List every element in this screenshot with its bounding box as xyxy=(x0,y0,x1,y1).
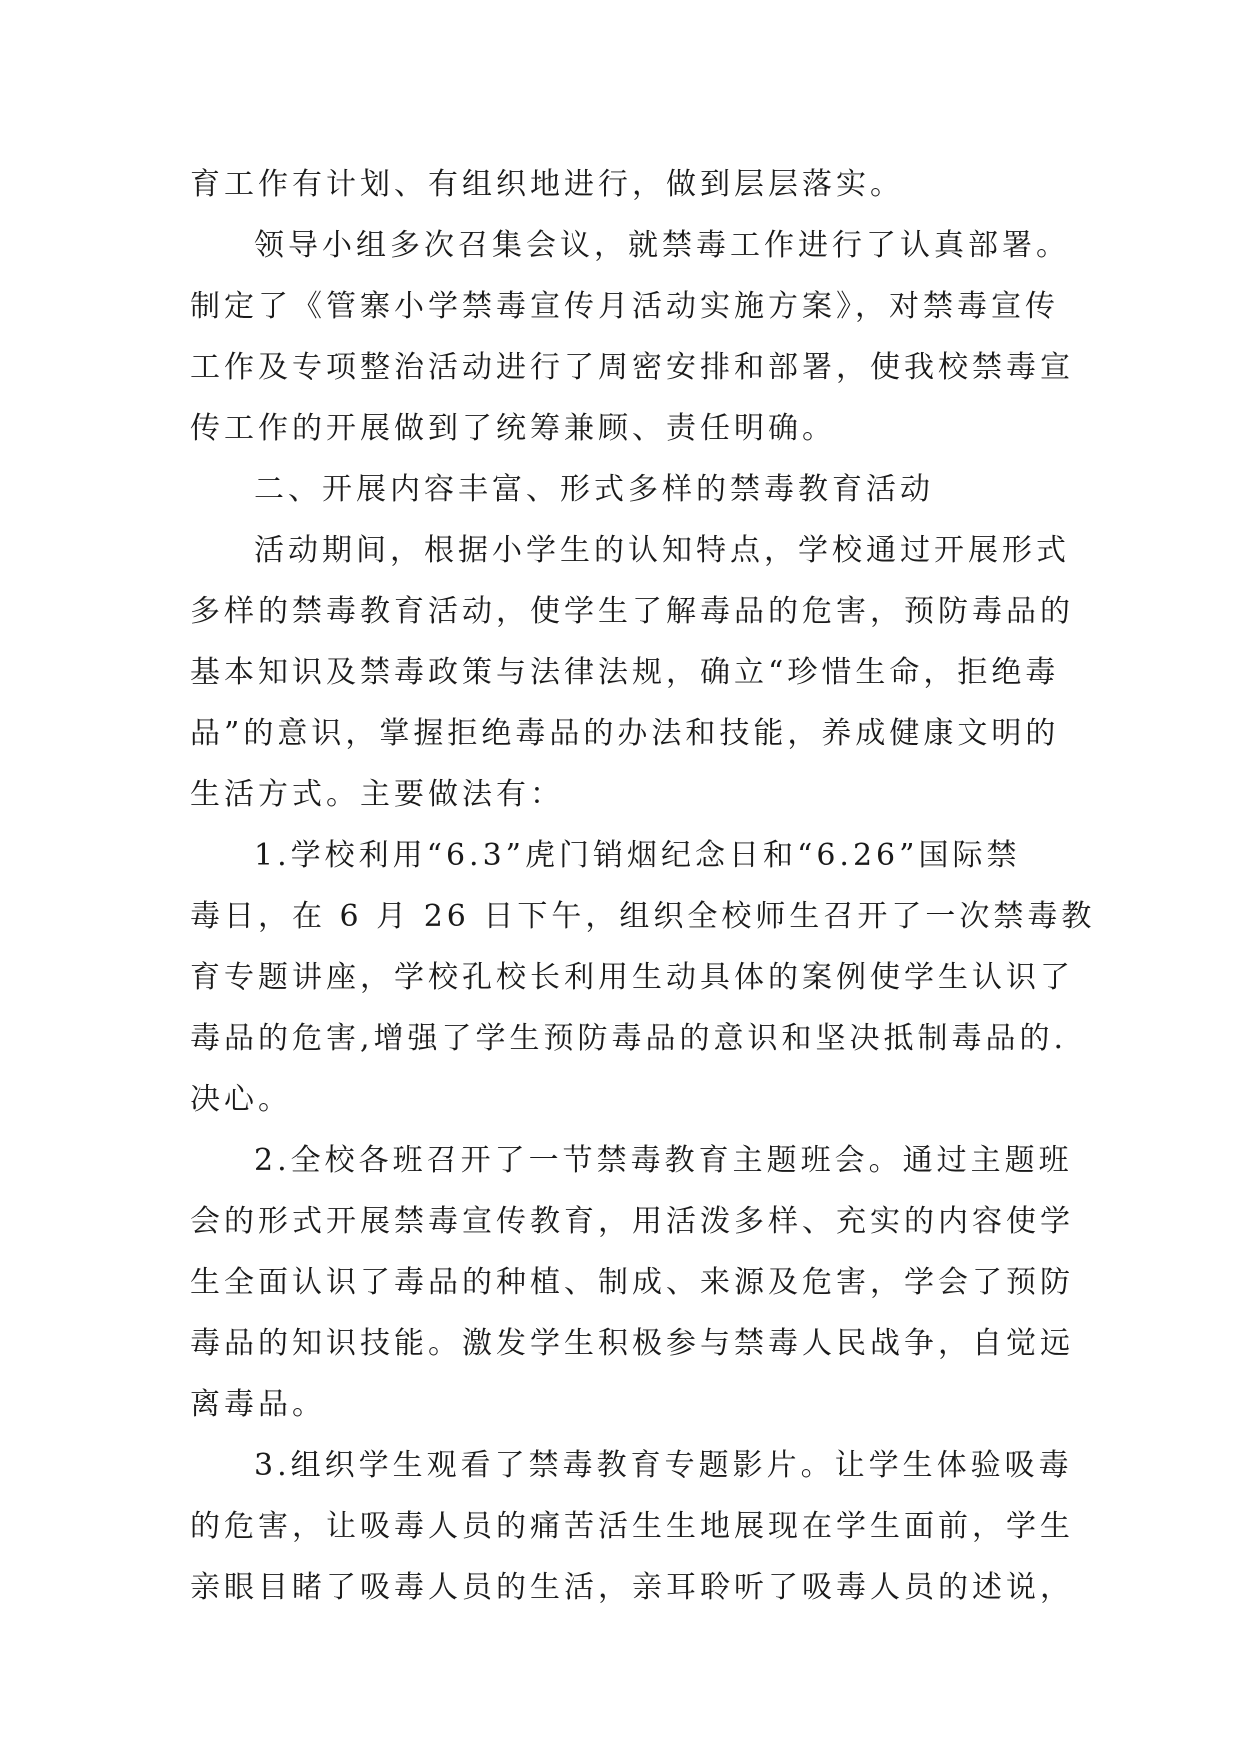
text-line: 传工作的开展做到了统筹兼顾、责任明确。 xyxy=(190,411,836,446)
text-line: 领导小组多次召集会议，就禁毒工作进行了认真部署。 xyxy=(254,228,1070,263)
text-line: 毒品的危害,增强了学生预防毒品的意识和坚决抵制毒品的. xyxy=(190,1021,1068,1056)
text-line: 毒品的知识技能。激发学生积极参与禁毒人民战争，自觉远 xyxy=(190,1326,1074,1361)
text-line: 亲眼目睹了吸毒人员的生活，亲耳聆听了吸毒人员的述说， xyxy=(190,1570,1074,1605)
section-heading: 二、开展内容丰富、形式多样的禁毒教育活动 xyxy=(254,472,934,507)
document-body xyxy=(190,154,1096,1618)
text-line: 会的形式开展禁毒宣传教育，用活泼多样、充实的内容使学 xyxy=(190,1204,1074,1239)
text-line: 决心。 xyxy=(190,1082,292,1117)
text-line: 离毒品。 xyxy=(190,1387,326,1422)
text-line: 活动期间，根据小学生的认知特点，学校通过开展形式 xyxy=(254,533,1070,568)
list-item-3: 3.组织学生观看了禁毒教育专题影片。让学生体验吸毒 xyxy=(254,1448,1073,1483)
text-line: 制定了《管寨小学禁毒宣传月活动实施方案》，对禁毒宣传 xyxy=(190,289,1059,324)
text-line: 品”的意识，掌握拒绝毒品的办法和技能，养成健康文明的 xyxy=(190,716,1060,751)
text-line: 生活方式。主要做法有： xyxy=(190,777,564,812)
text-line: 基本知识及禁毒政策与法律法规，确立“珍惜生命，拒绝毒 xyxy=(190,655,1060,690)
text-line: 生全面认识了毒品的种植、制成、来源及危害，学会了预防 xyxy=(190,1265,1074,1300)
list-item-1: 1.学校利用“6.3”虎门销烟纪念日和“6.26”国际禁 xyxy=(254,838,1021,873)
text-line: 毒日，在 6 月 26 日下午，组织全校师生召开了一次禁毒教 xyxy=(190,899,1096,934)
list-item-2: 2.全校各班召开了一节禁毒教育主题班会。通过主题班 xyxy=(254,1143,1073,1178)
text-line: 工作及专项整治活动进行了周密安排和部署，使我校禁毒宣 xyxy=(190,350,1074,385)
text-line: 育专题讲座，学校孔校长利用生动具体的案例使学生认识了 xyxy=(190,960,1074,995)
text-line: 育工作有计划、有组织地进行，做到层层落实。 xyxy=(190,167,904,202)
text-line: 的危害，让吸毒人员的痛苦活生生地展现在学生面前，学生 xyxy=(190,1509,1074,1544)
text-line: 多样的禁毒教育活动，使学生了解毒品的危害，预防毒品的 xyxy=(190,594,1074,629)
